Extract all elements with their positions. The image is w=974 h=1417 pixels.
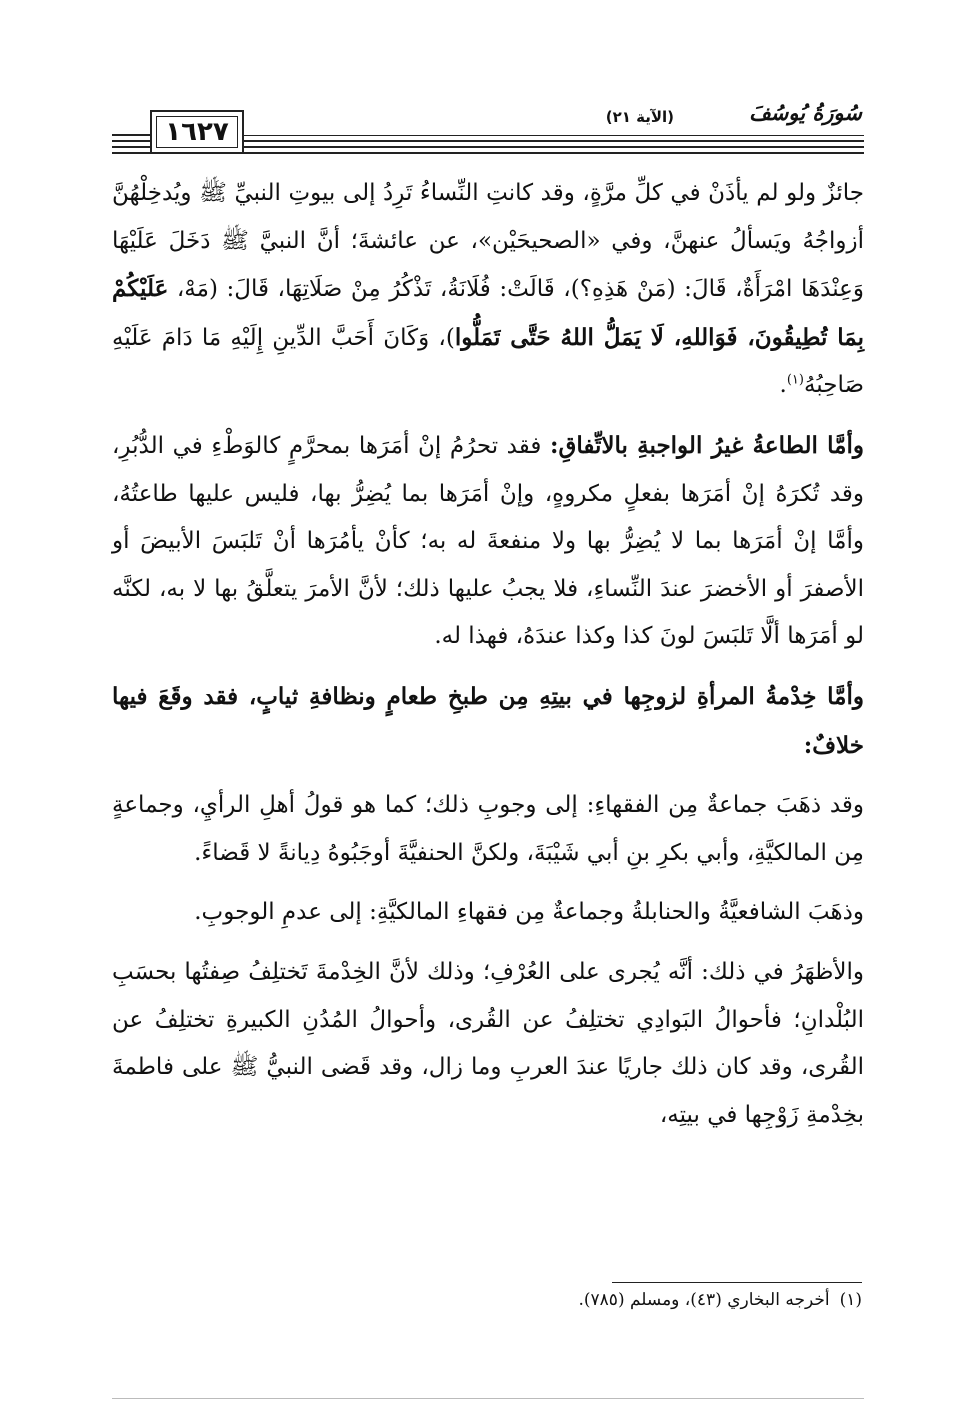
paragraph-text-end: )، وَكَانَ أَحَبَّ الدِّينِ إِلَيْهِ مَا دَامَ عَلَيْهِ صَاحِبُهُ: [112, 324, 864, 399]
paragraph-text: وقد ذهَبَ جماعةٌ مِن الفقهاءِ: إلى وجوبِ ذلك؛ كما هو قولُ أهلِ الرأيِ، وجماعةٍ مِن المالكيَّةِ، وأبي بكرِ بنِ أبي شَيْبَةَ، ولكنَّ الحنفيَّةَ أوجَبُوهُ دِيانةً لا قَضاءً.: [112, 792, 864, 866]
paragraph-3: [112, 673, 864, 770]
paragraph-2: [112, 422, 864, 661]
paragraph-text: وذهَبَ الشافعيَّةُ والحنابلةُ وجماعةٌ مِن فقهاءِ المالكيَّةِ: إلى عدمِ الوجوبِ.: [194, 899, 864, 926]
verse-reference: (الآية ٢١): [605, 108, 674, 126]
paragraph-4: [112, 782, 864, 877]
paragraph-1: [112, 170, 864, 410]
paragraph-6: [112, 949, 864, 1139]
page-number: ١٦٢٧: [165, 117, 229, 147]
footnote-number: (١): [839, 1290, 862, 1310]
paragraph-heading: وأمَّا خِدْمةُ المرأةِ لزوجِها في بيتِهِ مِن طبخِ طعامٍ ونظافةِ ثيابٍ، فقد وقَعَ فيها خلافٌ:: [112, 682, 864, 759]
page-number-box: [150, 110, 244, 154]
footnote: [578, 1290, 862, 1310]
paragraph-heading: وأمَّا الطاعةُ غيرُ الواجبةِ بالاتِّفاقِ:: [549, 431, 865, 459]
surah-title: سُورَةُ يُوسُفَ: [749, 100, 862, 125]
paragraph-5: [112, 889, 864, 937]
paragraph-text: والأظهَرُ في ذلك: أنَّه يُجرى على العُرْفِ؛ وذلك لأنَّ الخِدْمةَ تَختلِفُ صِفتُها بحسَبِ البُلْدانِ؛ فأحوالُ البَوادِي تختلِفُ عن القُرى، وأحوالُ المُدُنِ الكبيرةِ تختلِفُ عن القُرى، وقد كان ذلك جاريًا عندَ العربِ وما زال، وقد قَضى النبيُّ ﷺ على فاطمةَ بخِدْمةِ زَوْجِها في بيتِه،: [112, 958, 864, 1128]
body-text: [112, 170, 864, 1139]
footnote-divider: [612, 1282, 862, 1283]
paragraph-text: جائزٌ ولو لم يأذَنْ في كلِّ مرَّةٍ، وقد كانتِ النِّساءُ تَرِدُ إلى بيوتِ النبيِّ ﷺ ويُدخِلْهُنَّ أزواجُهُ ويَسألُ عنهنَّ، وفي «الصحيحَيْن»، عن عائشةَ؛ أنَّ النبيَّ ﷺ دَخَلَ عَلَيْهَا وَعِنْدَهَا امْرَأَةٌ، قَالَ: (مَنْ هَذِهِ؟)، قَالَتْ: فُلَانَةُ، تَذْكُرُ مِنْ صَلَاتِهَا، قَالَ: (مَهْ،: [112, 180, 864, 303]
page-bottom-rule: [112, 1398, 864, 1399]
footnote-text: أخرجه البخاري (٤٣)، ومسلم (٧٨٥).: [578, 1290, 830, 1310]
footnote-reference[interactable]: (١): [786, 372, 804, 388]
hadith-bold-phrase: عَلَيْكُمْ بِمَا تُطِيقُونَ، فَوَاللهِ، لَا يَمَلُّ اللهُ حَتَّى تَمَلُّوا: [112, 275, 864, 351]
paragraph-text: فقد تحرُمُ إنْ أمَرَها بمحرَّمٍ كالوَطْءِ في الدُّبُرِ، وقد تُكرَهُ إنْ أمَرَها بفعلٍ مكروهٍ، وإنْ أمَرَها بما يُضِرُّ بها، فليس عليها طاعتُهُ، وأمَّا إنْ أمَرَها بما لا يُضِرُّ بها ولا منفعةَ له به؛ كأنْ يأمُرَها أنْ تَلبَسَ الأبيضَ أو الأصفرَ أو الأخضرَ عندَ النِّساءِ، فلا يجبُ عليها ذلك؛ لأنَّ الأمرَ يتعلَّقُ بها لا به، لكنَّه لو أمَرَها ألَّا تَلبَسَ لونَ كذا وكذا عندَهُ، فهذا له.: [112, 432, 864, 650]
paragraph-tail: .: [779, 372, 787, 399]
